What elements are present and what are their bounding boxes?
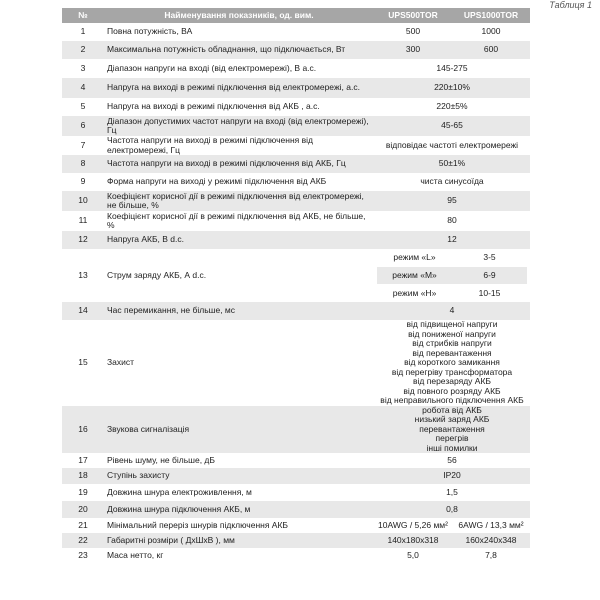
charge-mode-value: 10-15 xyxy=(478,287,501,298)
parameter-name: Повна потужність, ВА xyxy=(104,23,374,41)
table-row xyxy=(62,211,530,231)
list-item: від неправильного підключення АКБ xyxy=(380,395,524,405)
charge-mode-row xyxy=(377,267,527,285)
charge-current-modes xyxy=(374,249,530,302)
table-row xyxy=(62,453,530,468)
row-number: 11 xyxy=(62,211,104,231)
row-number: 3 xyxy=(62,59,104,78)
table-row xyxy=(62,41,530,59)
shared-value: чиста синусоїда xyxy=(374,173,530,191)
value-ups500tor: 500 xyxy=(374,23,452,41)
row-number: 19 xyxy=(62,484,104,501)
list-item: інші помилки xyxy=(426,442,478,453)
shared-value: відповідає частоті електромережі xyxy=(374,136,530,155)
list-item: перевантаження xyxy=(419,423,485,434)
shared-value: IP20 xyxy=(374,468,530,484)
list-item: від підвищеної напруги xyxy=(406,320,498,329)
row-number: 13 xyxy=(62,249,104,302)
table-row xyxy=(62,173,530,191)
header-parameter: Найменування показників, од. вим. xyxy=(104,8,374,23)
list-item: низький заряд АКБ xyxy=(414,414,490,424)
parameter-name: Мінімальний переріз шнурів підключення АКБ xyxy=(104,518,374,533)
shared-value: 4 xyxy=(374,302,530,320)
table-header-row xyxy=(62,8,530,23)
value-ups1000tor: 1000 xyxy=(452,23,530,41)
charge-mode-value: 6-9 xyxy=(483,269,496,280)
table-row xyxy=(62,302,530,320)
row-number: 14 xyxy=(62,302,104,320)
header-ups1000tor: UPS1000TOR xyxy=(452,8,530,23)
table-row xyxy=(62,249,530,302)
shared-value: 45-65 xyxy=(374,116,530,136)
row-number: 1 xyxy=(62,23,104,41)
charge-mode-label: режим «M» xyxy=(392,269,437,280)
row-number: 10 xyxy=(62,191,104,211)
table-row xyxy=(62,191,530,211)
table-caption: Таблиця 1 xyxy=(549,0,592,10)
list-item: від пониженої напруги xyxy=(408,328,496,339)
charge-mode-row xyxy=(377,249,527,267)
parameter-name: Напруга АКБ, В d.c. xyxy=(104,231,374,249)
parameter-name: Звукова сигналізація xyxy=(104,406,374,454)
parameter-name: Габаритні розміри ( ДхШхВ ), мм xyxy=(104,533,374,548)
table-row xyxy=(62,501,530,518)
shared-value: 95 xyxy=(374,191,530,211)
charge-mode-value: 3-5 xyxy=(483,251,496,262)
table-row xyxy=(62,59,530,78)
parameter-name: Захист xyxy=(104,320,374,406)
charge-mode-label: режим «L» xyxy=(393,251,436,262)
parameter-name: Діапазон допустимих частот напруги на вході (від електромережі), Гц xyxy=(104,116,374,136)
table-row xyxy=(62,406,530,454)
shared-value: 145-275 xyxy=(374,59,530,78)
shared-value: 56 xyxy=(374,453,530,468)
row-number: 20 xyxy=(62,501,104,518)
shared-value: 12 xyxy=(374,231,530,249)
parameter-name: Частота напруги на виході в режимі підключення від АКБ, Гц xyxy=(104,155,374,173)
table-row xyxy=(62,320,530,406)
table-row xyxy=(62,23,530,41)
row-number: 8 xyxy=(62,155,104,173)
parameter-name: Маса нетто, кг xyxy=(104,548,374,564)
table-row xyxy=(62,78,530,98)
value-ups1000tor: 600 xyxy=(452,41,530,59)
parameter-name: Струм заряду АКБ, А d.c. xyxy=(104,249,374,302)
table-row xyxy=(62,98,530,116)
sound-alarm-list xyxy=(374,406,530,454)
value-ups1000tor: 7,8 xyxy=(452,548,530,564)
parameter-name: Коефіцієнт корисної дії в режимі підключення від електромережі, не більше, % xyxy=(104,191,374,211)
list-item: від перезаряду АКБ xyxy=(413,376,491,386)
shared-value: 80 xyxy=(374,211,530,231)
shared-value: 50±1% xyxy=(374,155,530,173)
table-row xyxy=(62,116,530,136)
parameter-name: Діапазон напруги на вході (від електромережі), В а.с. xyxy=(104,59,374,78)
parameter-name: Коефіцієнт корисної дії в режимі підключення від АКБ, не більше, % xyxy=(104,211,374,231)
value-ups500tor: 140х180х318 xyxy=(374,533,452,548)
row-number: 16 xyxy=(62,406,104,454)
spec-table xyxy=(62,8,530,564)
row-number: 12 xyxy=(62,231,104,249)
charge-mode-row xyxy=(377,285,527,302)
row-number: 9 xyxy=(62,173,104,191)
parameter-name: Максимальна потужність обладнання, що підключається, Вт xyxy=(104,41,374,59)
row-number: 15 xyxy=(62,320,104,406)
table-row xyxy=(62,548,530,564)
row-number: 22 xyxy=(62,533,104,548)
parameter-name: Частота напруги на виході в режимі підключення від електромережі, Гц xyxy=(104,136,374,155)
list-item: перегрів xyxy=(435,433,469,443)
row-number: 21 xyxy=(62,518,104,533)
list-item: від короткого замикання xyxy=(404,357,500,367)
value-ups1000tor: 6AWG / 13,3 мм² xyxy=(452,518,530,533)
value-ups1000tor: 160х240х348 xyxy=(452,533,530,548)
table-row xyxy=(62,484,530,501)
list-item: від перегріву трансформатора xyxy=(391,366,513,377)
table-row xyxy=(62,468,530,484)
table-row xyxy=(62,518,530,533)
parameter-name: Довжина шнура підключення АКБ, м xyxy=(104,501,374,518)
row-number: 6 xyxy=(62,116,104,136)
shared-value: 0,8 xyxy=(374,501,530,518)
value-ups500tor: 5,0 xyxy=(374,548,452,564)
list-item: від стрибків напруги xyxy=(412,338,492,348)
row-number: 2 xyxy=(62,41,104,59)
charge-mode-label: режим «H» xyxy=(392,287,437,298)
row-number: 5 xyxy=(62,98,104,116)
value-ups500tor: 300 xyxy=(374,41,452,59)
table-row xyxy=(62,155,530,173)
table-row xyxy=(62,533,530,548)
parameter-name: Ступінь захисту xyxy=(104,468,374,484)
protection-list xyxy=(374,320,530,406)
parameter-name: Час перемикання, не більше, мс xyxy=(104,302,374,320)
list-item: від перевантаження xyxy=(412,347,492,358)
header-number: № xyxy=(62,8,104,23)
row-number: 18 xyxy=(62,468,104,484)
table-row xyxy=(62,136,530,155)
parameter-name: Довжина шнура електроживлення, м xyxy=(104,484,374,501)
parameter-name: Напруга на виході в режимі підключення від електромережі, а.с. xyxy=(104,78,374,98)
header-ups500tor: UPS500TOR xyxy=(374,8,452,23)
row-number: 7 xyxy=(62,136,104,155)
parameter-name: Напруга на виході в режимі підключення від АКБ , а.с. xyxy=(104,98,374,116)
shared-value: 220±5% xyxy=(374,98,530,116)
row-number: 23 xyxy=(62,548,104,564)
value-ups500tor: 10AWG / 5,26 мм² xyxy=(374,518,452,533)
shared-value: 220±10% xyxy=(374,78,530,98)
list-item: робота від АКБ xyxy=(422,405,482,415)
parameter-name: Рівень шуму, не більше, дБ xyxy=(104,453,374,468)
row-number: 4 xyxy=(62,78,104,98)
table-row xyxy=(62,231,530,249)
shared-value: 1,5 xyxy=(374,484,530,501)
parameter-name: Форма напруги на виході у режимі підключення від АКБ xyxy=(104,173,374,191)
list-item: від повного розряду АКБ xyxy=(403,385,501,396)
row-number: 17 xyxy=(62,453,104,468)
